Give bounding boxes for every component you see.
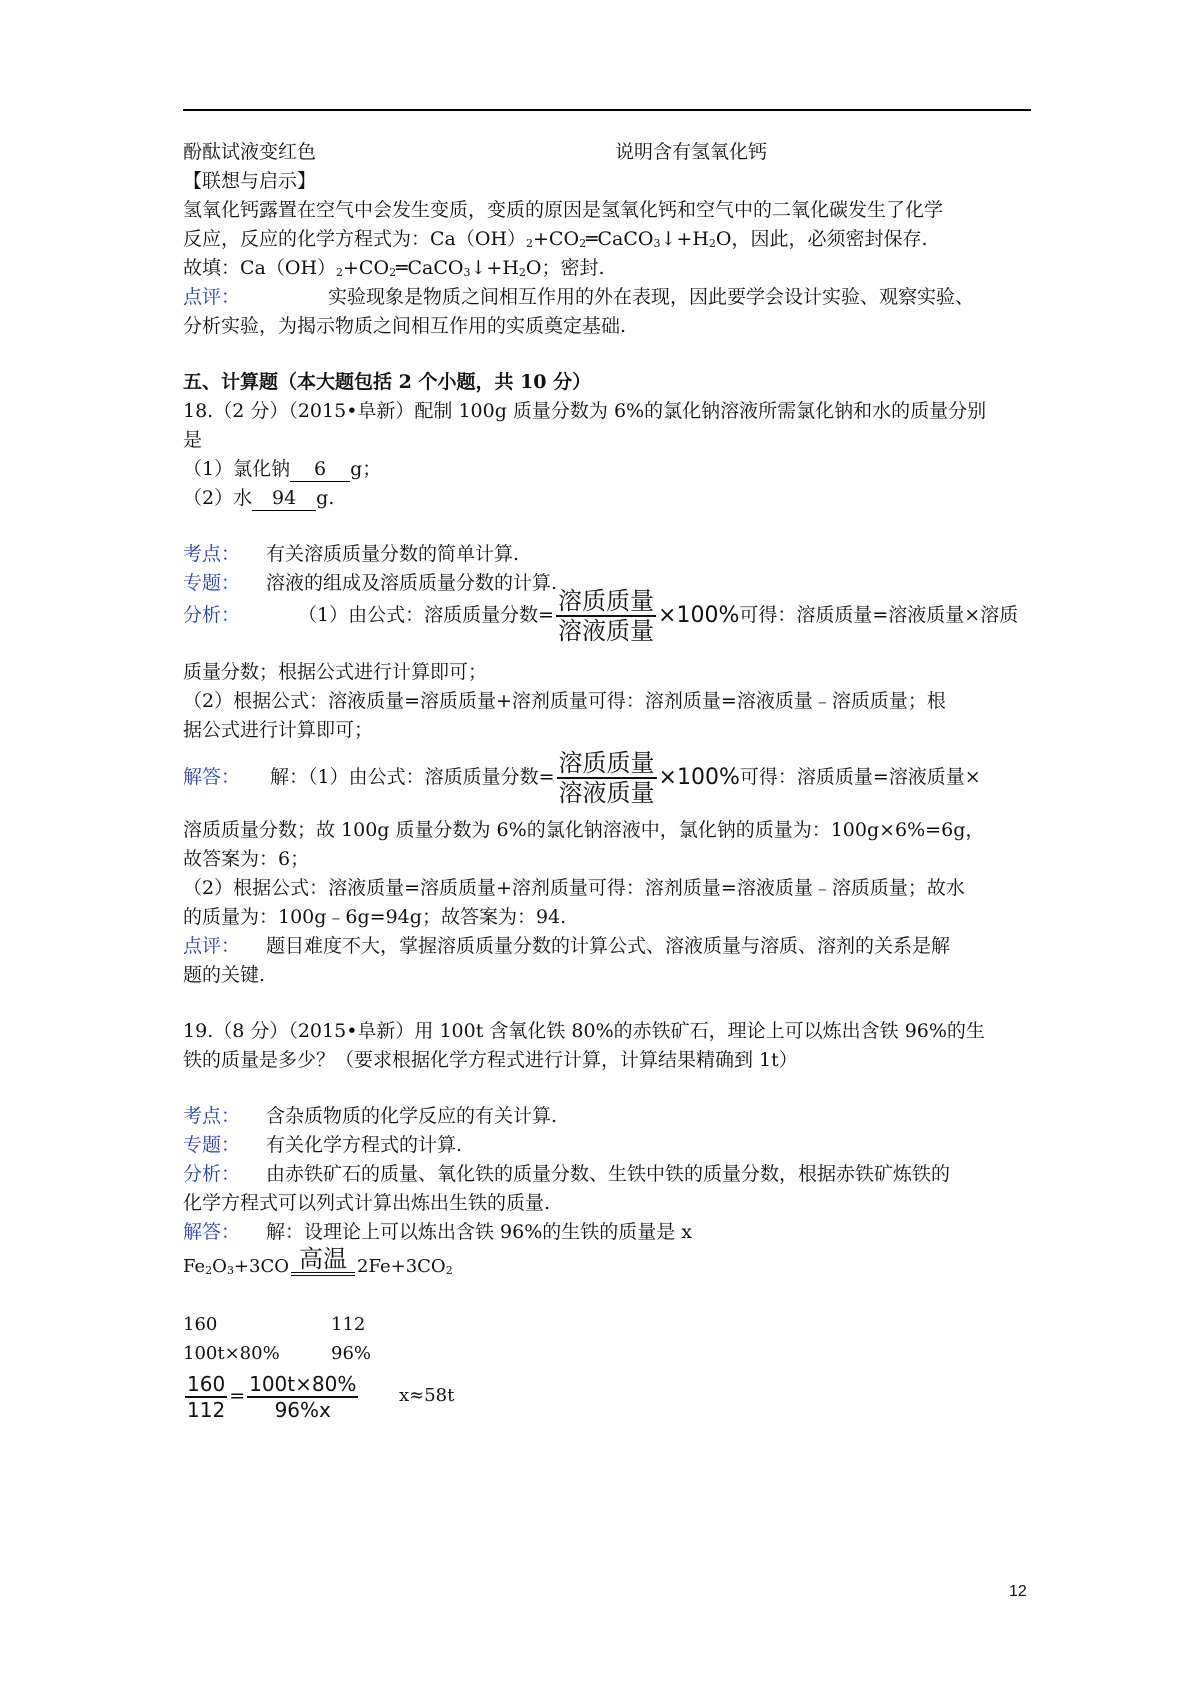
- analysis-line: 分析： （1）由公式：溶质质量分数= $\frac{\text{溶质质量}}{\text{溶液质量}}$ ×100%可得：溶质质量=溶液质量×溶质: [183, 587, 1019, 645]
- text-line: 是: [183, 429, 203, 451]
- question-19: 19.（8 分）（2015•阜新）用 100t 含氧化铁 80%的赤铁矿石，理论上可以炼出含铁 96%的生: [183, 1020, 985, 1042]
- text-line: 的质量为：100g﹣6g=94g；故答案为：94.: [183, 906, 567, 928]
- kaodian-line: 考点： 有关溶质质量分数的简单计算.: [183, 543, 520, 565]
- comment-line: 点评： 实验现象是物质之间相互作用的外在表现，因此要学会设计实验、观察实验、: [183, 286, 975, 308]
- text-line: 溶质质量分数；故 100g 质量分数为 6%的氯化钠溶液中，氯化钠的质量为：100g×6%=6g，: [183, 819, 985, 841]
- text-line: 质量分数；根据公式进行计算即可；: [183, 661, 488, 683]
- text-line: 题的关键.: [183, 964, 266, 986]
- page-number: 12: [1009, 1583, 1027, 1600]
- text-line: 据公式进行计算即可；: [183, 719, 374, 741]
- zhuanti-line: 专题： 有关化学方程式的计算.: [183, 1134, 463, 1156]
- text-line: 分析实验，为揭示物质之间相互作用的实质奠定基础.: [183, 315, 627, 337]
- question-18: 18.（2 分）（2015•阜新）配制 100g 质量分数为 6%的氯化钠溶液所需氯化钠和水的质量分别: [183, 400, 987, 422]
- mass-ratio-row: 100t×80% 96%: [183, 1343, 372, 1364]
- proportion-line: $\frac{160}{112}$ = $\frac{100t\times 80\%}{96\%x}$ x≈58t: [187, 1372, 455, 1422]
- equation-line: 反应，反应的化学方程式为：$Ca(OH)_2+CO_2═CaCO_3↓+H_2O$，因此，必须密封保存.: [183, 228, 928, 250]
- zhuanti-line: 专题： 溶液的组成及溶质质量分数的计算.: [183, 572, 558, 594]
- section-heading: 五、计算题（本大题包括 2 个小题，共 10 分）: [183, 371, 592, 393]
- header-rule: [183, 109, 1031, 111]
- text-line: 铁的质量是多少？（要求根据化学方程式进行计算，计算结果精确到 1t）: [183, 1049, 798, 1071]
- answer-line: （2）水 94 g.: [183, 487, 335, 509]
- comment-line: 点评： 题目难度不大，掌握溶质质量分数的计算公式、溶液质量与溶质、溶剂的关系是解: [183, 935, 951, 957]
- solution-label: 解答：: [183, 1221, 241, 1243]
- analysis-label: 分析：: [183, 1163, 241, 1185]
- text-line: （2）根据公式：溶液质量=溶质质量+溶剂质量可得：溶剂质量=溶液质量﹣溶质质量；根: [183, 690, 946, 712]
- fraction: $\frac{\text{溶质质量}}{\text{溶液质量}}$: [558, 749, 655, 807]
- solution-line: 解答： 解：设理论上可以炼出含铁 96%的生铁的质量是 x: [183, 1221, 693, 1243]
- reaction-equation: $Fe_2O_3+3CO$ 高温 $2Fe+3CO_2$: [183, 1246, 453, 1284]
- text-line: [183, 140, 768, 164]
- text-line: 氢氧化钙露置在空气中会发生变质，变质的原因是氢氧化钙和空气中的二氧化碳发生了化学: [183, 199, 944, 221]
- fraction: $\frac{\text{溶质质量}}{\text{溶液质量}}$: [558, 587, 655, 645]
- solution-line: 解答： 解：（1）由公式：溶质质量分数= $\frac{\text{溶质质量}}{\text{溶液质量}}$ ×100%可得：溶质质量=溶液质量×: [183, 749, 981, 807]
- answer-blank: 94: [252, 486, 316, 511]
- table-cell-phenomenon: 酚酞试液变红色: [183, 141, 317, 163]
- kaodian-line: 考点： 含杂质物质的化学反应的有关计算.: [183, 1105, 558, 1127]
- comment-label: 点评：: [183, 935, 241, 957]
- mass-ratio-row: 160 112: [183, 1314, 366, 1335]
- reaction-arrow: 高温: [291, 1246, 355, 1284]
- analysis-label: 分析：: [183, 604, 241, 626]
- equation-line: 故填：$Ca(OH)_2+CO_2═CaCO_3↓+H_2O$；密封.: [183, 257, 605, 279]
- text-line: 故答案为：6；: [183, 848, 310, 870]
- zhuanti-label: 专题：: [183, 572, 241, 594]
- text-line: （2）根据公式：溶液质量=溶质质量+溶剂质量可得：溶剂质量=溶液质量﹣溶质质量；故水: [183, 877, 965, 899]
- table-cell-conclusion: 说明含有氢氧化钙: [615, 141, 768, 163]
- kaodian-label: 考点：: [183, 1105, 241, 1127]
- text-line: 化学方程式可以列式计算出炼出生铁的质量.: [183, 1192, 551, 1214]
- comment-label: 点评：: [183, 286, 241, 308]
- solution-label: 解答：: [183, 766, 241, 788]
- fraction: $\frac{100t\times 80\%}{96\%x}$: [249, 1372, 357, 1422]
- kaodian-label: 考点：: [183, 543, 241, 565]
- text-line: 【联想与启示】: [183, 170, 317, 192]
- answer-blank: 6: [290, 457, 350, 482]
- fraction: $\frac{160}{112}$: [187, 1372, 226, 1422]
- analysis-line: 分析： 由赤铁矿石的质量、氧化铁的质量分数、生铁中铁的质量分数，根据赤铁矿炼铁的: [183, 1163, 951, 1185]
- zhuanti-label: 专题：: [183, 1134, 241, 1156]
- answer-line: （1）氯化钠 6 g；: [183, 458, 382, 480]
